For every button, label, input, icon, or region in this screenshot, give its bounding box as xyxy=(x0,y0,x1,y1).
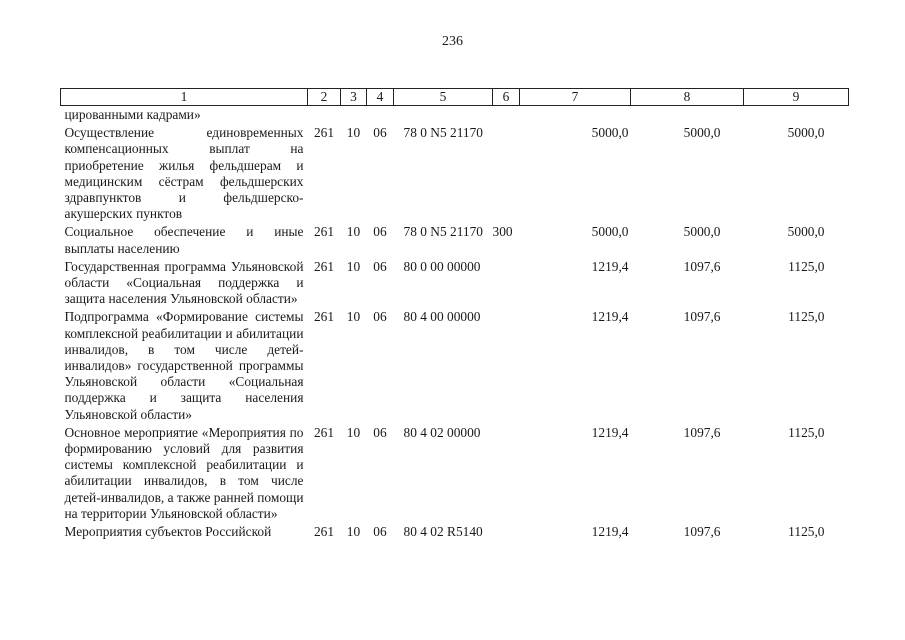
row-col-8: 1097,6 xyxy=(683,258,721,274)
row-col-6 xyxy=(493,522,520,540)
row-col-3: 10 xyxy=(346,258,361,274)
header-col-3: 3 xyxy=(341,89,367,106)
row-col-8: 1097,6 xyxy=(683,309,721,325)
row-col-7: 1219,4 xyxy=(591,258,629,274)
header-col-5: 5 xyxy=(394,89,493,106)
row-col-3: 10 xyxy=(346,424,361,440)
header-row xyxy=(61,89,849,106)
row-col-6 xyxy=(493,423,520,522)
table-body xyxy=(61,106,849,541)
row-col-5: 78 0 N5 21170 xyxy=(403,224,483,240)
row-col-8: 1097,6 xyxy=(683,424,721,440)
table-row xyxy=(61,423,849,522)
row-col-7: 1219,4 xyxy=(591,524,629,540)
continuation-text: цированными кадрами» xyxy=(64,107,201,122)
table-row xyxy=(61,123,849,222)
row-col-7: 5000,0 xyxy=(591,125,629,141)
header-col-1: 1 xyxy=(61,89,308,106)
row-col-6 xyxy=(493,123,520,222)
row-col-2: 261 xyxy=(313,424,335,440)
row-col-4: 06 xyxy=(373,309,387,325)
continuation-row xyxy=(61,106,849,124)
header-col-8: 8 xyxy=(631,89,744,106)
row-col-2: 261 xyxy=(313,309,335,325)
row-name: Подпрограмма «Формирование системы комплексной реабилитации и абилитации инвалидов, в том числе детей-инвалидов» государственной программы Ульяновской области «Социальная поддержка и защита населения Ульяновской области» xyxy=(64,309,304,422)
row-name: Государственная программа Ульяновской области «Социальная поддержка и защита населения Ульяновской области» xyxy=(64,258,304,307)
row-col-4: 06 xyxy=(373,424,387,440)
row-col-5: 80 0 00 00000 xyxy=(403,258,481,274)
row-col-6: 300 xyxy=(492,224,513,240)
header-col-4: 4 xyxy=(367,89,394,106)
budget-table xyxy=(60,88,849,540)
row-col-4: 06 xyxy=(373,524,387,540)
row-col-8: 1097,6 xyxy=(683,524,721,540)
row-col-7: 1219,4 xyxy=(591,424,629,440)
row-col-3: 10 xyxy=(346,224,361,240)
row-col-7: 5000,0 xyxy=(591,224,629,240)
row-col-4: 06 xyxy=(373,125,387,141)
row-col-3: 10 xyxy=(346,524,361,540)
header-col-7: 7 xyxy=(520,89,631,106)
row-name: Осуществление единовременных компенсационных выплат на приобретение жилья фельдшерам и медицинским сёстрам фельдшерских здравпунктов и фельдшерско-акушерских пунктов xyxy=(64,125,304,222)
row-col-2: 261 xyxy=(313,258,335,274)
table-row xyxy=(61,522,849,540)
row-col-9: 1125,0 xyxy=(788,258,825,274)
row-col-8: 5000,0 xyxy=(683,125,721,141)
row-col-4: 06 xyxy=(373,258,387,274)
row-col-6 xyxy=(493,307,520,422)
row-col-5: 80 4 02 R5140 xyxy=(403,524,483,540)
row-col-2: 261 xyxy=(313,125,335,141)
row-col-2: 261 xyxy=(313,224,335,240)
row-col-9: 1125,0 xyxy=(788,424,825,440)
row-col-3: 10 xyxy=(346,125,361,141)
row-col-2: 261 xyxy=(313,524,335,540)
header-col-9: 9 xyxy=(744,89,849,106)
table-row xyxy=(61,222,849,256)
table-row xyxy=(61,257,849,308)
row-col-8: 5000,0 xyxy=(683,224,721,240)
page-number: 236 xyxy=(442,34,463,49)
row-col-9: 1125,0 xyxy=(788,524,825,540)
row-col-9: 5000,0 xyxy=(787,125,825,141)
table-row xyxy=(61,307,849,422)
row-col-6 xyxy=(493,257,520,308)
row-col-5: 80 4 00 00000 xyxy=(403,309,481,325)
row-name: Основное мероприятие «Мероприятия по формированию условий для развития системы комплексной реабилитации и абилитации инвалидов, в том числе детей-инвалидов, а также ранней помощи на территории Ульяновской области» xyxy=(64,424,304,521)
row-col-3: 10 xyxy=(346,309,361,325)
row-name: Мероприятия субъектов Российской xyxy=(64,524,272,540)
row-name: Социальное обеспечение и иные выплаты населению xyxy=(64,224,304,256)
row-col-4: 06 xyxy=(373,224,387,240)
row-col-5: 78 0 N5 21170 xyxy=(403,125,483,141)
row-col-9: 1125,0 xyxy=(788,309,825,325)
header-col-6: 6 xyxy=(493,89,520,106)
row-col-9: 5000,0 xyxy=(787,224,825,240)
row-col-7: 1219,4 xyxy=(591,309,629,325)
table-header xyxy=(61,89,849,106)
row-col-5: 80 4 02 00000 xyxy=(403,424,481,440)
header-col-2: 2 xyxy=(308,89,341,106)
